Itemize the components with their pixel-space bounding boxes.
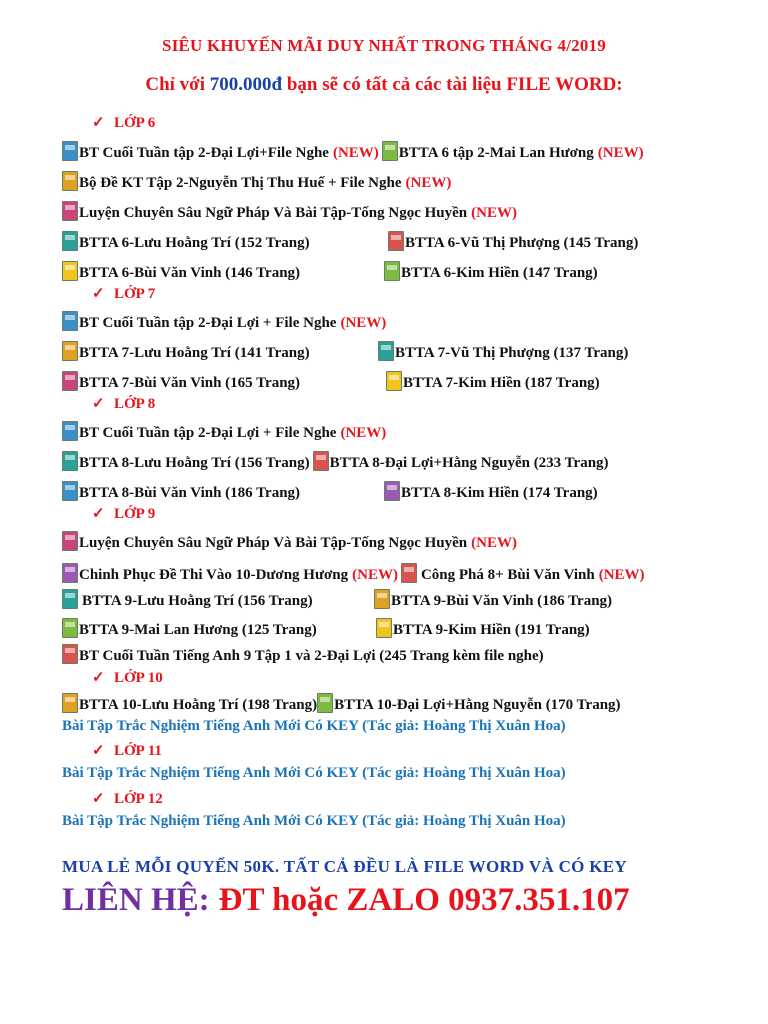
new-badge: (NEW) xyxy=(352,567,398,583)
page-subtitle xyxy=(0,74,768,96)
new-badge: (NEW) xyxy=(405,175,452,191)
book-cover-icon xyxy=(386,371,402,391)
list-item xyxy=(62,482,300,502)
book-cover-icon xyxy=(62,371,78,391)
section-heading-lop-9 xyxy=(92,504,155,523)
page-title: SIÊU KHUYẾN MÃI DUY NHẤT TRONG THÁNG 4/2019 xyxy=(162,36,606,55)
list-item xyxy=(384,262,598,282)
list-item xyxy=(62,590,313,610)
check-icon: ✓ xyxy=(92,396,105,412)
item-title: Luyện Chuyên Sâu Ngữ Pháp Và Bài Tập-Tống Ngọc Huyền xyxy=(79,535,468,551)
subtitle-text-1: Chỉ với xyxy=(145,74,210,95)
check-icon: ✓ xyxy=(92,506,105,522)
book-cover-icon xyxy=(376,618,392,638)
list-item xyxy=(386,372,600,392)
list-item xyxy=(374,590,612,610)
item-title: BTTA 6-Kim Hiền (147 Trang) xyxy=(401,265,598,281)
book-cover-icon xyxy=(401,563,417,583)
item-title: BTTA 10-Đại Lợi+Hằng Nguyễn (170 Trang) xyxy=(334,697,621,713)
book-cover-icon xyxy=(62,231,78,251)
new-badge: (NEW) xyxy=(597,145,644,161)
check-icon: ✓ xyxy=(92,791,105,807)
book-cover-icon xyxy=(382,141,398,161)
book-cover-icon xyxy=(62,563,78,583)
item-title: BTTA 9-Kim Hiền (191 Trang) xyxy=(393,622,590,638)
book-cover-icon xyxy=(62,311,78,331)
item-title: Luyện Chuyên Sâu Ngữ Pháp Và Bài Tập-Tống Ngọc Huyền xyxy=(79,205,468,221)
new-badge: (NEW) xyxy=(332,145,379,161)
list-item xyxy=(62,372,300,392)
check-icon: ✓ xyxy=(92,115,105,131)
book-cover-icon xyxy=(62,141,78,161)
item-title: BT Cuối Tuần Tiếng Anh 9 Tập 1 và 2-Đại Lợi (245 Trang kèm file nghe) xyxy=(79,648,544,664)
item-title: BTTA 6-Vũ Thị Phượng (145 Trang) xyxy=(405,235,639,251)
item-title: BTTA 6-Bùi Văn Vinh (146 Trang) xyxy=(79,265,301,281)
list-item xyxy=(376,619,590,639)
key-book-line: Bài Tập Trắc Nghiệm Tiếng Anh Mới Có KEY (Tác giả: Hoàng Thị Xuân Hoa) xyxy=(62,765,566,781)
section-heading-lop-12 xyxy=(92,789,163,808)
book-cover-icon xyxy=(62,341,78,361)
book-cover-icon xyxy=(313,451,329,471)
book-cover-icon xyxy=(62,451,78,471)
book-cover-icon xyxy=(62,201,78,221)
section-label: LỚP 12 xyxy=(114,791,163,807)
section-label: LỚP 6 xyxy=(114,115,156,131)
list-item xyxy=(62,422,386,442)
item-title: BTTA 10-Lưu Hoằng Trí (198 Trang) xyxy=(79,697,318,713)
item-title: Công Phá 8+ Bùi Văn Vinh xyxy=(420,567,595,583)
section-label: LỚP 7 xyxy=(114,286,156,302)
item-title: BTTA 6 tập 2-Mai Lan Hương xyxy=(398,145,594,161)
new-badge: (NEW) xyxy=(471,535,517,551)
item-title: BTTA 6-Lưu Hoằng Trí (152 Trang) xyxy=(79,235,310,251)
book-cover-icon xyxy=(388,231,404,251)
item-title: BTTA 8-Đại Lợi+Hằng Nguyễn (233 Trang) xyxy=(329,455,609,471)
list-item xyxy=(62,619,317,639)
item-title: BTTA 9-Lưu Hoằng Trí (156 Trang) xyxy=(82,593,313,609)
key-book-line: Bài Tập Trắc Nghiệm Tiếng Anh Mới Có KEY (Tác giả: Hoàng Thị Xuân Hoa) xyxy=(62,813,566,829)
check-icon: ✓ xyxy=(92,670,105,686)
section-label: LỚP 11 xyxy=(114,743,162,759)
list-item xyxy=(62,172,451,192)
retail-price-note: MUA LẺ MỖI QUYỂN 50K. TẤT CẢ ĐỀU LÀ FILE WORD VÀ CÓ KEY xyxy=(62,857,627,876)
section-heading-lop-10 xyxy=(92,668,163,687)
contact-label: LIÊN HỆ: xyxy=(62,882,210,918)
item-title: BT Cuối Tuần tập 2-Đại Lợi + File Nghe xyxy=(79,425,337,441)
list-item xyxy=(62,202,517,222)
check-icon: ✓ xyxy=(92,286,105,302)
list-item xyxy=(62,342,310,362)
new-badge: (NEW) xyxy=(340,425,387,441)
item-title: BTTA 8-Bùi Văn Vinh (186 Trang) xyxy=(79,485,301,501)
item-title: BT Cuối Tuần tập 2-Đại Lợi + File Nghe xyxy=(79,315,337,331)
book-cover-icon xyxy=(62,531,78,551)
new-badge: (NEW) xyxy=(598,567,645,583)
book-cover-icon xyxy=(378,341,394,361)
list-item xyxy=(62,142,644,162)
book-cover-icon xyxy=(62,481,78,501)
item-title: BTTA 7-Bùi Văn Vinh (165 Trang) xyxy=(79,375,301,391)
item-title: BT Cuối Tuần tập 2-Đại Lợi+File Nghe xyxy=(79,145,329,161)
item-title: BTTA 9-Mai Lan Hương (125 Trang) xyxy=(79,622,317,638)
subtitle-text-2: bạn sẽ có tất cả các tài liệu FILE WORD: xyxy=(282,74,623,95)
section-heading-lop-8 xyxy=(92,394,155,413)
section-heading-lop-7 xyxy=(92,284,155,303)
list-item xyxy=(62,262,300,282)
contact-phone: ĐT hoặc ZALO 0937.351.107 xyxy=(218,882,630,918)
item-title: BTTA 7-Kim Hiền (187 Trang) xyxy=(403,375,600,391)
book-cover-icon xyxy=(317,693,333,713)
book-cover-icon xyxy=(62,421,78,441)
book-cover-icon xyxy=(62,171,78,191)
new-badge: (NEW) xyxy=(471,205,517,221)
item-title: Bộ Đề KT Tập 2-Nguyễn Thị Thu Huế + File Nghe xyxy=(79,175,402,191)
item-title: Chinh Phục Đề Thi Vào 10-Dương Hương xyxy=(79,567,349,583)
list-item xyxy=(62,232,310,252)
book-cover-icon xyxy=(62,618,78,638)
list-item xyxy=(62,452,609,472)
book-cover-icon xyxy=(62,589,78,609)
section-label: LỚP 10 xyxy=(114,670,163,686)
book-cover-icon xyxy=(62,261,78,281)
book-cover-icon xyxy=(62,693,78,713)
list-item xyxy=(62,312,386,332)
list-item xyxy=(378,342,628,362)
section-heading-lop-11 xyxy=(92,741,162,760)
item-title: BTTA 8-Kim Hiền (174 Trang) xyxy=(401,485,598,501)
list-item xyxy=(62,694,621,714)
item-title: BTTA 9-Bùi Văn Vinh (186 Trang) xyxy=(391,593,613,609)
list-item xyxy=(62,645,544,665)
section-label: LỚP 9 xyxy=(114,506,156,522)
contact-line xyxy=(62,882,630,919)
book-cover-icon xyxy=(374,589,390,609)
new-badge: (NEW) xyxy=(340,315,387,331)
item-title: BTTA 7-Lưu Hoằng Trí (141 Trang) xyxy=(79,345,310,361)
item-title: BTTA 8-Lưu Hoằng Trí (156 Trang) xyxy=(79,455,310,471)
book-cover-icon xyxy=(384,481,400,501)
list-item xyxy=(384,482,598,502)
section-heading-lop-6 xyxy=(92,113,155,132)
subtitle-price: 700.000đ xyxy=(209,74,283,95)
item-title: BTTA 7-Vũ Thị Phượng (137 Trang) xyxy=(395,345,629,361)
section-label: LỚP 8 xyxy=(114,396,156,412)
check-icon: ✓ xyxy=(92,743,105,759)
list-item xyxy=(62,564,645,584)
list-item xyxy=(62,532,517,552)
list-item xyxy=(388,232,638,252)
key-book-line: Bài Tập Trắc Nghiệm Tiếng Anh Mới Có KEY (Tác giả: Hoàng Thị Xuân Hoa) xyxy=(62,718,566,734)
book-cover-icon xyxy=(62,644,78,664)
book-cover-icon xyxy=(384,261,400,281)
